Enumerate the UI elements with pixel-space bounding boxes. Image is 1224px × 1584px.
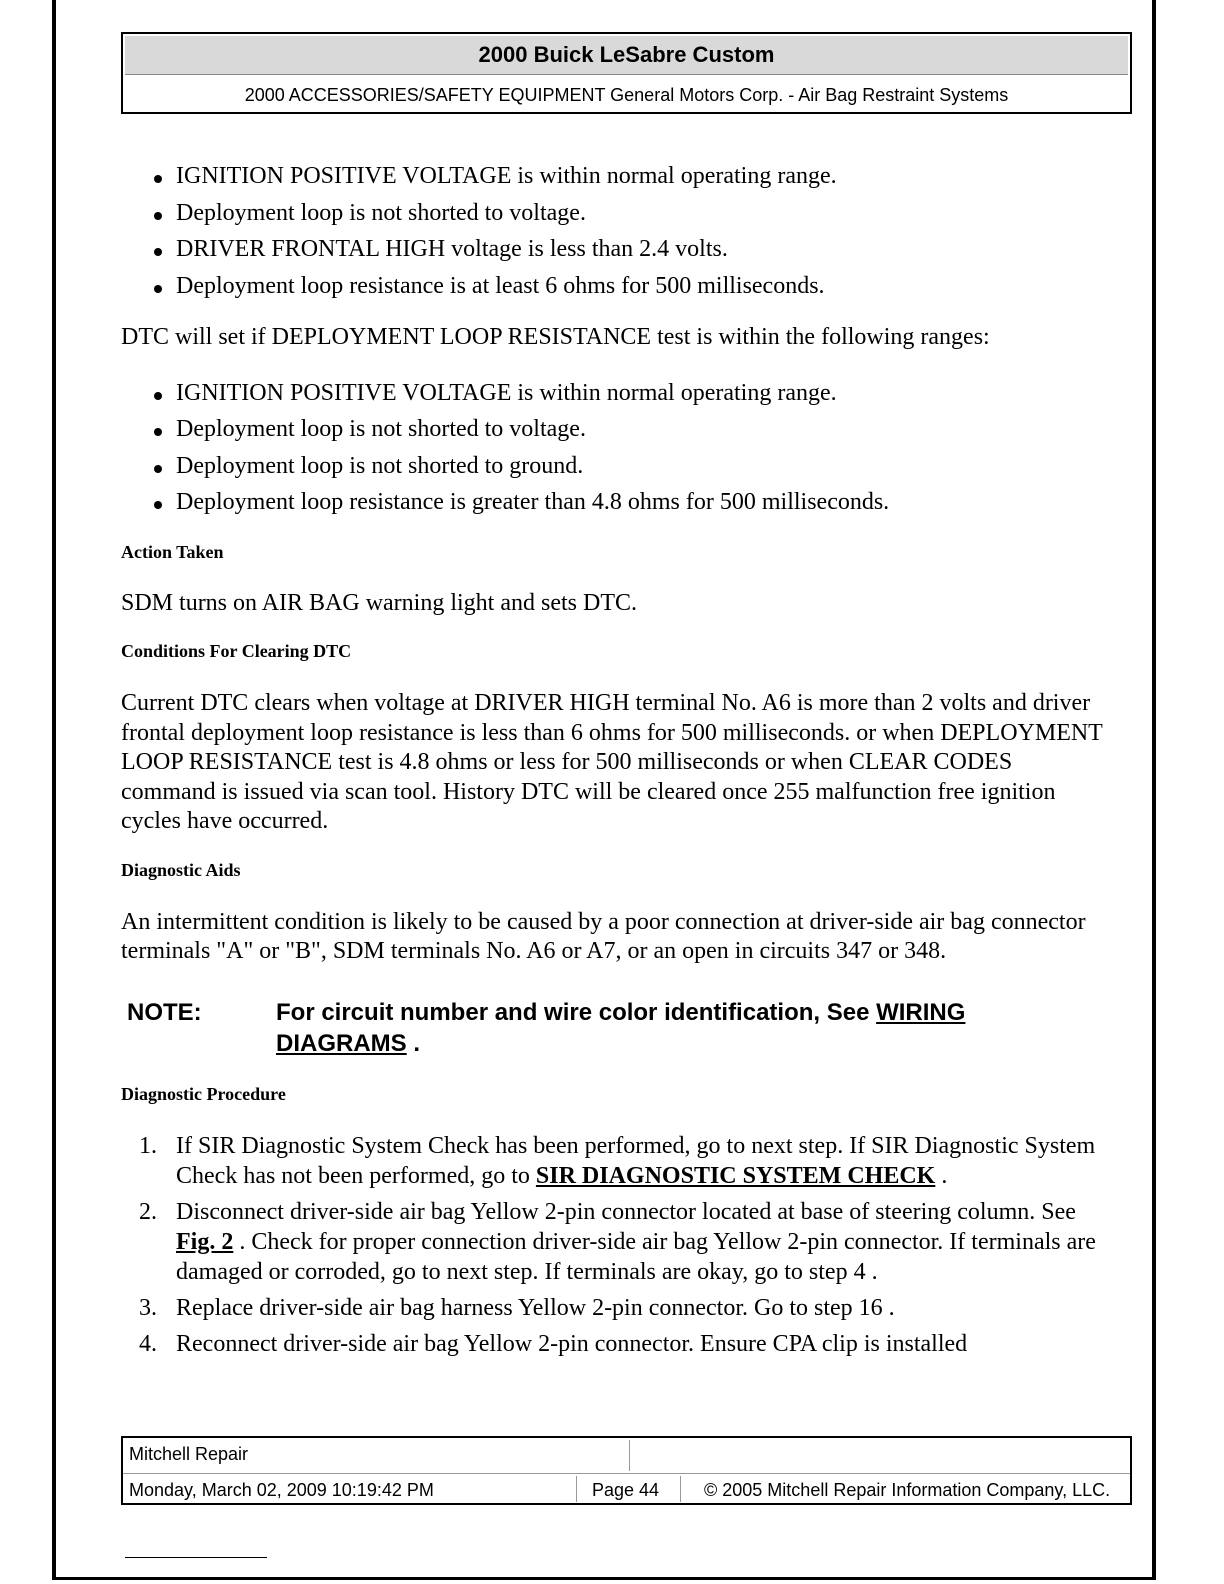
condition-list-2 [121,375,1111,521]
document-header [121,32,1132,114]
list-item: Deployment loop is not shorted to voltage. [121,195,1111,232]
list-item: DRIVER FRONTAL HIGH voltage is less than 2.4 volts. [121,231,1111,268]
document-body [121,158,1111,1359]
footer-page: Page 44 [592,1480,660,1500]
list-item: 4. Reconnect driver-side air bag Yellow 2-pin connector. Ensure CPA clip is installed [139,1330,968,1357]
clearing-text: Current DTC clears when voltage at DRIVER HIGH terminal No. A6 is more than 2 volts and driver frontal deployment loop resistance is less than 6 ohms for 500 milliseconds. or when DEPLOYMENT LOOP RESISTANCE test is 4.8 ohms or less for 500 milliseconds or when CLEAR CODES command is issued via scan tool. History DTC will be cleared once 255 malfunction free ignition cycles have occurred. [121,690,1103,834]
document-title: 2000 Buick LeSabre Custom [125,36,1128,75]
note-block [121,997,1111,1059]
footer-source: Mitchell Repair [129,1444,249,1464]
list-item: 3. Replace driver-side air bag harness Yellow 2-pin connector. Go to step 16 . [139,1294,895,1321]
list-item: 2. Disconnect driver-side air bag Yellow 2-pin connector located at base of steering column. See Fig. 2 . Check for proper connection driver-side air bag Yellow 2-pin connector. If terminals are damaged or corroded, go to next step. If terminals are okay, go to step 4 . [139,1198,1096,1285]
clearing-heading: Conditions For Clearing DTC [121,641,352,661]
document-footer [121,1436,1132,1505]
diagnostic-aids-text: An intermittent condition is likely to be caused by a poor connection at driver-side air bag connector terminals "A" or "B", SDM terminals No. A6 or A7, or an open in circuits 347 or 348. [121,908,1086,964]
fig-2-link[interactable]: Fig. 2 [176,1228,234,1255]
list-item: Deployment loop is not shorted to voltage. [121,411,1111,448]
footer-copyright: © 2005 Mitchell Repair Information Company, LLC. [704,1480,1111,1500]
note-text: For circuit number and wire color identification, See WIRING DIAGRAMS . [276,998,966,1057]
sir-diagnostic-check-link[interactable]: SIR DIAGNOSTIC SYSTEM CHECK [535,1162,936,1189]
action-taken-heading: Action Taken [121,541,224,562]
bottom-rule [125,1557,267,1558]
procedure-heading: Diagnostic Procedure [121,1083,286,1104]
action-taken-text: SDM turns on AIR BAG warning light and sets DTC. [121,589,637,616]
document-subtitle: 2000 ACCESSORIES/SAFETY EQUIPMENT General Motors Corp. - Air Bag Restraint Systems [244,85,1009,105]
footer-date: Monday, March 02, 2009 10:19:42 PM [129,1480,434,1500]
condition-list-1 [121,158,1111,304]
list-item: Deployment loop is not shorted to ground. [121,448,1111,485]
list-item: Deployment loop resistance is greater than 4.8 ohms for 500 milliseconds. [121,484,1111,521]
diagnostic-aids-heading: Diagnostic Aids [121,859,241,880]
list-item: IGNITION POSITIVE VOLTAGE is within normal operating range. [121,158,1111,195]
list-item: 1. If SIR Diagnostic System Check has been performed, go to next step. If SIR Diagnostic System Check has not been performed, go to SIR DIAGNOSTIC SYSTEM CHECK . [139,1132,1096,1189]
list-item: Deployment loop resistance is at least 6 ohms for 500 milliseconds. [121,268,1111,305]
dtc-intro: DTC will set if DEPLOYMENT LOOP RESISTANCE test is within the following ranges: [121,324,990,350]
wiring-diagrams-link[interactable]: WIRING DIAGRAMS [276,998,966,1057]
list-item: IGNITION POSITIVE VOLTAGE is within normal operating range. [121,375,1111,412]
note-label: NOTE: [127,998,202,1026]
procedure-steps [121,1131,1111,1359]
